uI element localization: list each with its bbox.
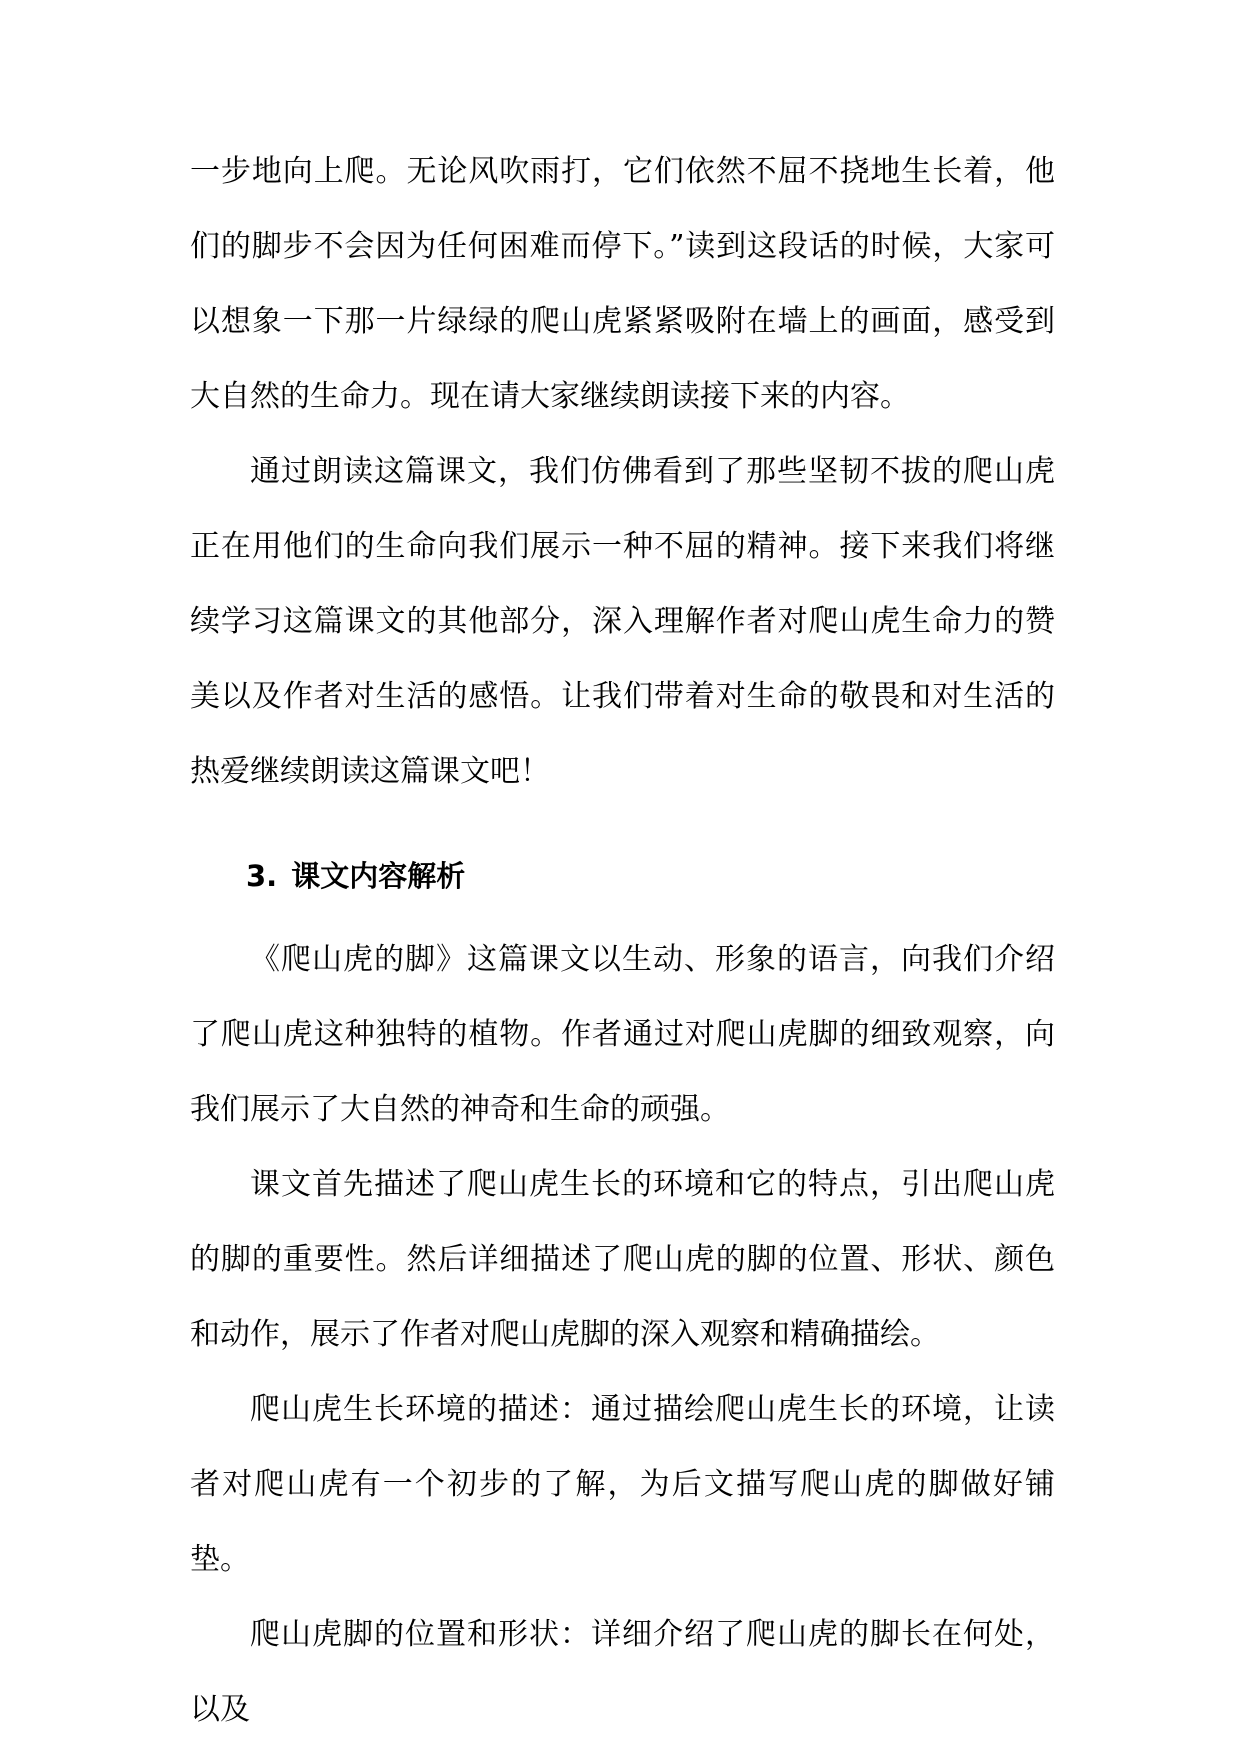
text-block-top: [190, 134, 1055, 809]
section-title: 课文内容解析: [291, 859, 466, 893]
paragraph: 课文首先描述了爬山虎生长的环境和它的特点，引出爬山虎的脚的重要性。然后详细描述了爬山虎的脚的位置、形状、颜色和动作，展示了作者对爬山虎脚的深入观察和精确描绘。: [190, 1167, 1055, 1352]
paragraph: 爬山虎生长环境的描述：通过描绘爬山虎生长的环境，让读者对爬山虎有一个初步的了解，为后文描写爬山虎的脚做好铺垫。: [190, 1392, 1055, 1577]
text-block-bottom: [190, 922, 1055, 1747]
paragraph: 《爬山虎的脚》这篇课文以生动、形象的语言，向我们介绍了爬山虎这种独特的植物。作者通过对爬山虎脚的细致观察，向我们展示了大自然的神奇和生命的顽强。: [190, 942, 1055, 1127]
section-heading: [246, 856, 465, 896]
paragraph-continued: 一步地向上爬。无论风吹雨打，它们依然不屈不挠地生长着，他们的脚步不会因为任何困难而停下。”读到这段话的时候，大家可以想象一下那一片绿绿的爬山虎紧紧吸附在墙上的画面，感受到大自然的生命力。现在请大家继续朗读接下来的内容。: [190, 154, 1055, 414]
paragraph: 通过朗读这篇课文，我们仿佛看到了那些坚韧不拔的爬山虎正在用他们的生命向我们展示一种不屈的精神。接下来我们将继续学习这篇课文的其他部分，深入理解作者对爬山虎生命力的赞美以及作者对生活的感悟。让我们带着对生命的敬畏和对生活的热爱继续朗读这篇课文吧！: [190, 454, 1055, 789]
paragraph: 爬山虎脚的位置和形状：详细介绍了爬山虎的脚长在何处，以及: [190, 1617, 1055, 1727]
section-number: 3.: [246, 859, 278, 893]
